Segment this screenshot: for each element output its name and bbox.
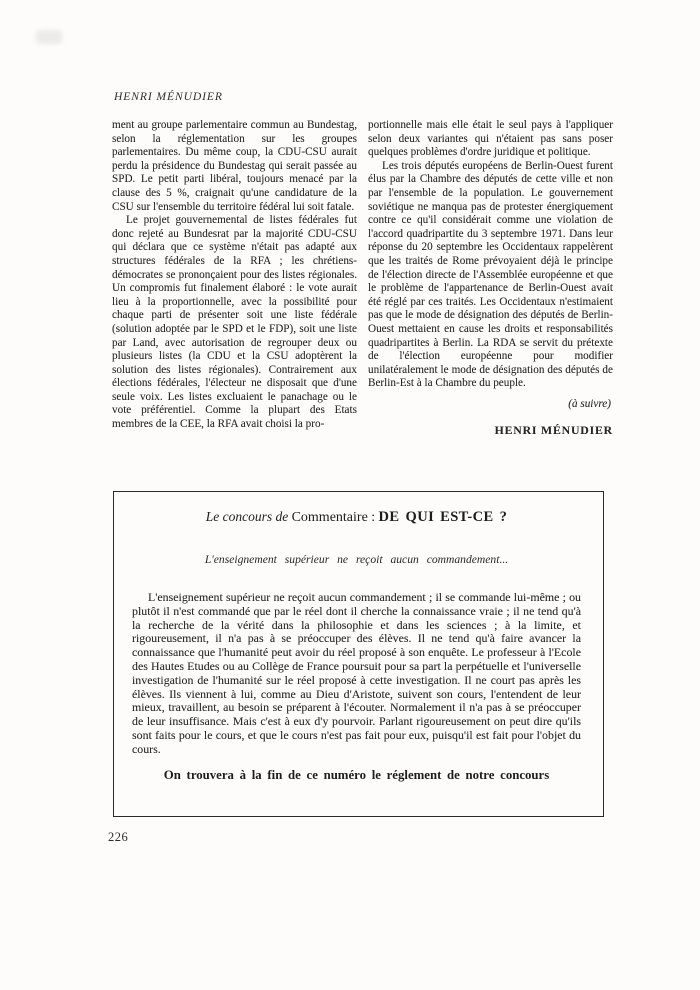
contest-title-question: DE QUI EST-CE ? — [378, 509, 508, 525]
running-head-author: HENRI MÉNUDIER — [114, 90, 223, 103]
left-column-paragraph-new: Le projet gouvernemental de listes fédérales fut donc rejeté au Bundesrat par la majorité CDU-CSU qui déclara que ce système n'était pas adapté aux structures fédérales de la RFA ; les chrétiens-démocrates se prononçaient pour des listes régionales. Un compromis fut finalement élaboré : le vote aurait lieu à la proportionnelle, avec la possibilité pour chaque parti de présenter soit une liste fédérale (solution adoptée par le SPD et le FDP), soit une liste par Land, avec autorisation de regrouper deux ou plusieurs listes (la CDU et la CSU adoptèrent la solution des listes régionales). Contrairement aux élections fédérales, l'électeur ne disposait que d'une seule voix. Les listes excluaient le panachage ou le vote préférentiel. Comme la plupart des Etats membres de la CEE, la RFA avait choisi la pro- — [112, 214, 357, 431]
contest-box-title — [132, 509, 581, 526]
contest-epigraph: L'enseignement supérieur ne reçoit aucun commandement... — [204, 553, 509, 566]
page-number: 226 — [108, 830, 129, 844]
author-signature: HENRI MÉNUDIER — [494, 423, 613, 438]
article-left-column — [112, 119, 357, 438]
contest-title-journal-name: Commentaire : — [291, 510, 376, 525]
to-be-continued-note: (à suivre) — [568, 397, 611, 410]
contest-announcement-box — [113, 491, 604, 817]
article-two-columns — [112, 119, 613, 438]
contest-title-lead: Le concours de — [205, 509, 289, 524]
right-column-paragraph-new: Les trois députés européens de Berlin-Ouest furent élus par la Chambre des députés de cette ville et non par l'ensemble de la population. Le gouvernement soviétique ne manqua pas de protester énergiquement contre ce qu'il considérait comme une violation de l'accord quadripartite du 3 septembre 1971. Dans leur réponse du 20 septembre les Occidentaux rappelèrent que les traités de Rome prévoyaient déjà le principe de l'élection directe de l'Assemblée européenne et que le problème de l'appartenance de Berlin-Ouest avait été réglé par ces traités. Les Occidentaux n'estimaient pas que le mode de désignation des députés de Berlin-Ouest mettaient en cause les droits et responsabilités quadripartites à Berlin. La RDA se servit du prétexte de l'élection européenne pour modifier unilatéralement le mode de désignation des députés de Berlin-Est à la Chambre du peuple. — [368, 159, 613, 390]
left-column-paragraph-continuation: ment au groupe parlementaire commun au Bundestag, selon la réglementation sur les groupes parlementaires. Du même coup, la CDU-CSU aurait perdu la présidence du Bundestag qui serait passée au SPD. Le petit parti libéral, toujours menacé par la clause des 5 %, craignait qu'une candidature de la CSU sur l'ensemble du territoire fédéral lui soit fatale. — [112, 119, 357, 213]
article-right-column — [368, 119, 613, 438]
scan-artifact — [36, 30, 62, 44]
right-column-paragraph-continuation: portionnelle mais elle était le seul pays à l'appliquer selon deux variantes qui n'étaient pas sans poser quelques problèmes d'ordre juridique et politique. — [368, 119, 613, 159]
contest-footer-notice: On trouvera à la fin de ce numéro le réglement de notre concours — [163, 767, 550, 782]
contest-quotation-body: L'enseignement supérieur ne reçoit aucun commandement ; il se commande lui-même ; ou plutôt il n'est commandé que par le réel dont il cherche la connaissance vraie ; il ne tend qu'à la recherche de la vérité dans la philosophie et dans les sciences ; à la limite, et rigoureusement, il n'a pas à se préoccuper des élèves. Il ne tend qu'à faire avancer la connaissance que l'humanité peut avoir du réel proposé à son enquête. Le professeur à l'Ecole des Hautes Etudes ou au Collège de France poursuit pour sa part la perpétuelle et l'universelle investigation de l'humanité sur le réel proposé à cette investigation. Il ne court pas après les élèves. Ils viennent à lui, comme au Dieu d'Aristote, suivent son cours, l'entendent de leur mieux, travaillent, au besoin se préparent à l'écouter. Normalement il n'a pas à se préoccuper de leur insuffisance. Mais c'est à eux d'y pourvoir. Parlant rigoureusement on peut dire qu'ils sont faits pour le cours, et que le cours n'est pas fait pour eux, puisqu'il est fait pour l'objet du cours. — [132, 590, 581, 756]
